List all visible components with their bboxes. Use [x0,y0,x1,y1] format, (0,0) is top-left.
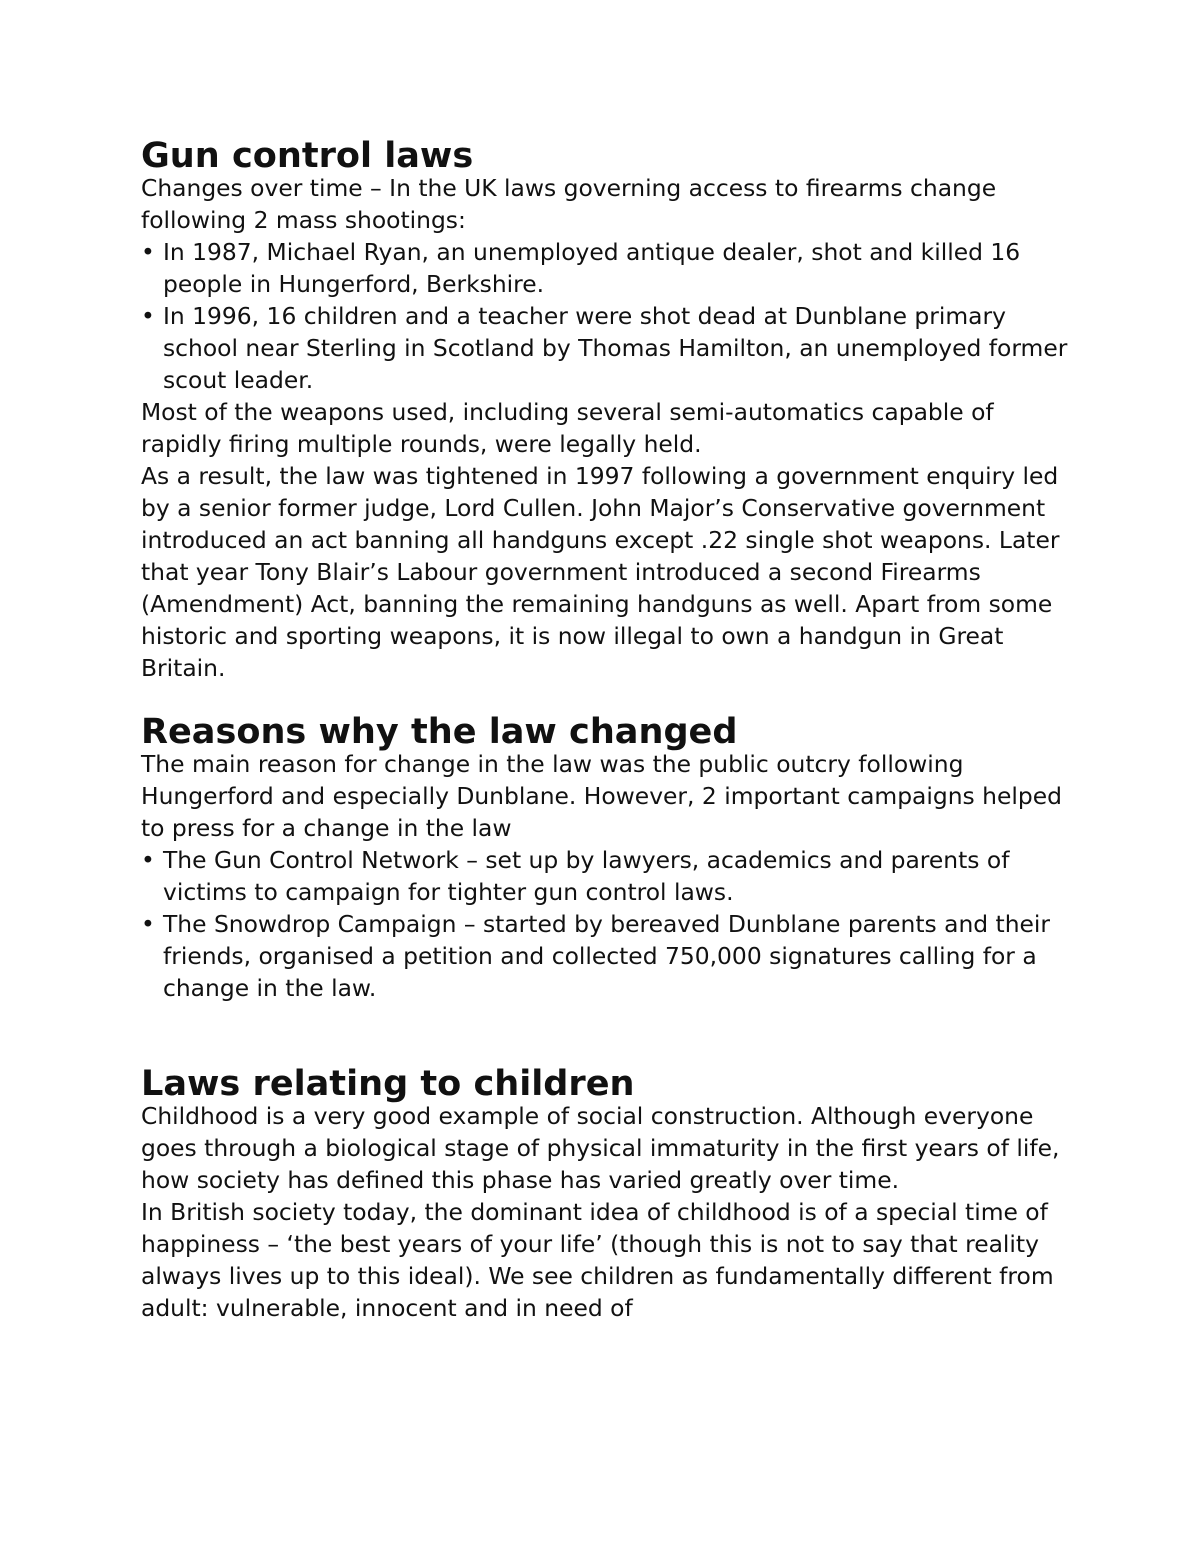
section-laws-children [141,1063,1071,1324]
section-intro: The main reason for change in the law was the public outcry following Hungerford and especially Dunblane. However, 2 important campaigns helped to press for a change in the law [141,750,1062,842]
document-page [141,135,1071,1324]
paragraph: As a result, the law was tightened in 1997 following a government enquiry led by a senior former judge, Lord Cullen. John Major’s Conservative government introduced an act banning all handguns except .22 single shot weapons. Later that year Tony Blair’s Labour government introduced a second Firearms (Amendment) Act, banning the remaining handguns as well. Apart from some historic and sporting weapons, it is now illegal to own a handgun in Great Britain. [141,462,1060,682]
section-reasons-law-changed [141,711,1071,1004]
paragraph: Childhood is a very good example of social construction. Although everyone goes through a biological stage of physical immaturity in the first years of life, how society has defined this phase has varied greatly over time. [141,1102,1060,1194]
list-item: • The Snowdrop Campaign – started by bereaved Dunblane parents and their friends, organised a petition and collected 750,000 signatures calling for a change in the law. [141,908,1071,1004]
spacer [141,1004,1071,1068]
bullet-list [141,236,1071,396]
bullet-list [141,844,1071,1004]
section-heading: Reasons why the law changed [141,711,738,752]
paragraph: In British society today, the dominant idea of childhood is of a special time of happiness – ‘the best years of your life’ (though this is not to say that reality always lives up to this ideal). We see children as fundamentally different from adult: vulnerable, innocent and in need of [141,1198,1054,1322]
paragraph: Most of the weapons used, including several semi-automatics capable of rapidly firing multiple rounds, were legally held. [141,398,994,458]
list-item: • In 1996, 16 children and a teacher were shot dead at Dunblane primary school near Sterling in Scotland by Thomas Hamilton, an unemployed former scout leader. [141,300,1071,396]
list-item: • In 1987, Michael Ryan, an unemployed antique dealer, shot and killed 16 people in Hungerford, Berkshire. [141,236,1071,300]
section-intro: Changes over time – In the UK laws governing access to firearms change following 2 mass shootings: [141,174,997,234]
list-item: • The Gun Control Network – set up by lawyers, academics and parents of victims to campaign for tighter gun control laws. [141,844,1071,908]
section-heading: Gun control laws [141,135,474,176]
section-heading: Laws relating to children [141,1063,635,1104]
section-gun-control-laws [141,135,1071,684]
